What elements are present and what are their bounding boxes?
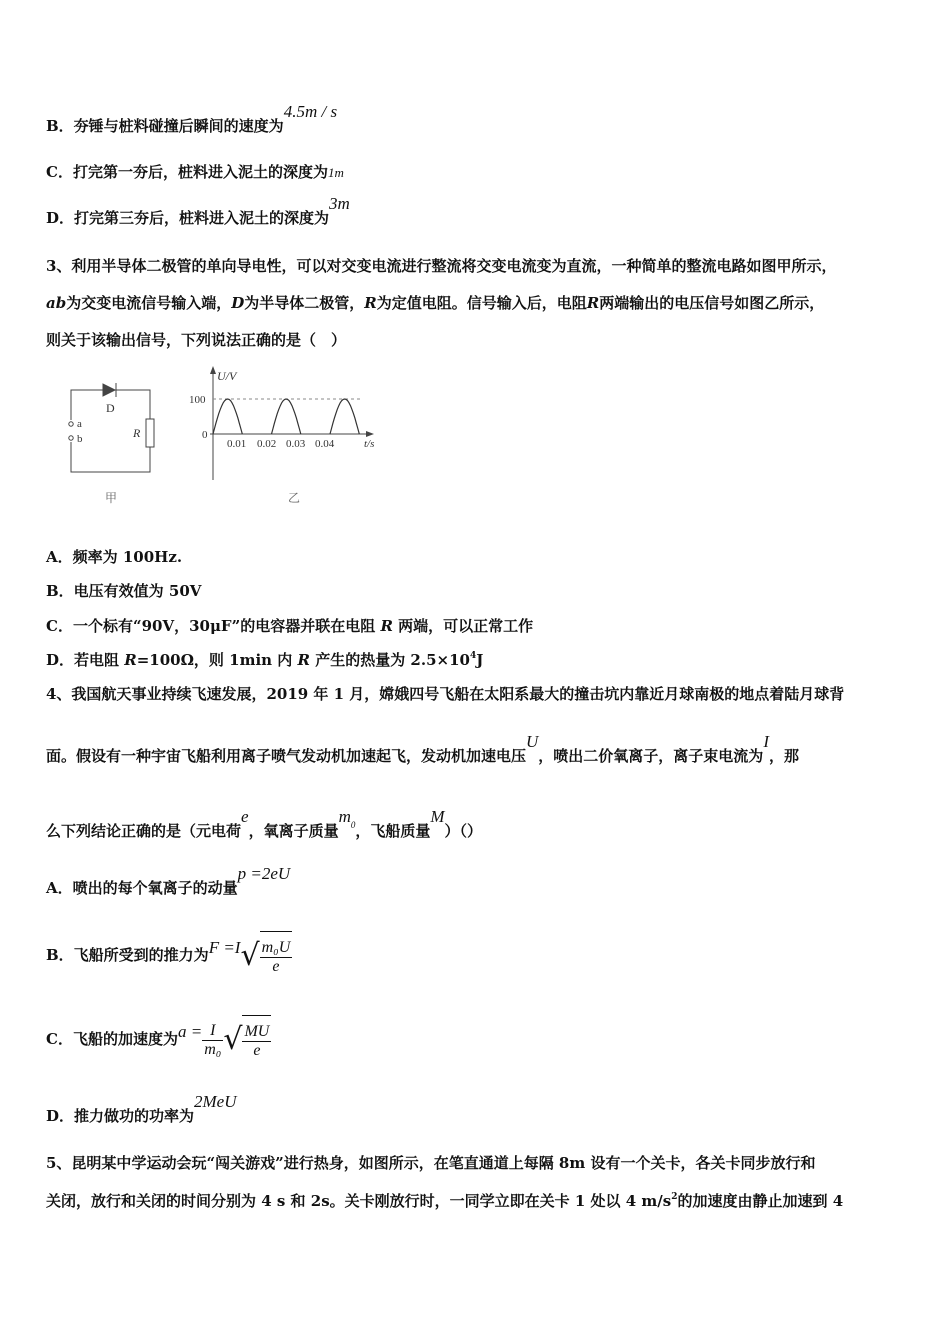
q3-option-c: C．一个标有“90V，30μF”的电容器并联在电阻 R 两端，可以正常工作 <box>46 617 534 635</box>
resistor-symbol <box>146 419 154 447</box>
voltage-graph <box>210 366 374 480</box>
q3-figure <box>55 362 395 512</box>
sqrt-formula: √ $\frac{MU}{e}$ <box>223 1015 271 1066</box>
formula: p =2eU <box>237 864 291 883</box>
q3-stem-line1: 3、利用半导体二极管的单向导电性，可以对交变电流进行整流将交变电流变为直流，一种简单的整流电路如图甲所示， <box>46 257 837 275</box>
formula: 4.5m / s <box>283 102 338 121</box>
q4-option-d: D．推力做功的功率为2MeU <box>46 1092 237 1125</box>
graph-x-tick: 0.03 <box>286 438 306 450</box>
fraction: $\frac{I}{\text{m₀}}$ <box>204 1021 222 1058</box>
q5-stem-line1: 5、昆明某中学运动会玩“闯关游戏”进行热身，如图所示，在笔直通道上每隔 8m 设有一个关卡，各关卡同步放行和 <box>46 1154 816 1172</box>
q4-stem-line1: 4、我国航天事业持续飞速发展，2019 年 1 月，嫦娥四号飞船在太阳系最大的撞击坑内靠近月球南极的地点着陆月球背 <box>46 685 845 703</box>
q4-stem-line2: 面。假设有一种宇宙飞船利用离子喷气发动机加速起飞，发动机加速电压U，喷出二价氧离子，离子束电流为I，那 <box>46 732 799 765</box>
q2-option-b: B．夯锤与桩料碰撞后瞬间的速度为4.5m / s <box>46 102 338 135</box>
terminal-b-label: b <box>77 433 83 445</box>
terminal-a-label: a <box>77 418 82 430</box>
graph-x-tick: 0.01 <box>227 438 247 450</box>
caption-yi: 乙 <box>288 491 301 505</box>
formula: 2MeU <box>194 1092 237 1111</box>
q3-option-b: B．电压有效值为 50V <box>46 582 202 600</box>
graph-origin: 0 <box>202 429 208 441</box>
q2-option-c: C．打完第一夯后，桩料进入泥土的深度为1m <box>46 163 344 181</box>
terminal-b-dot <box>69 436 73 440</box>
sqrt-formula: √ $\frac{\text{m₀U}}{e}$ <box>240 931 292 982</box>
q3-stem-line3: 则关于该输出信号，下列说法正确的是（ ） <box>46 331 347 349</box>
q3-option-a: A．频率为 100Hz. <box>46 548 183 566</box>
terminal-a-dot <box>69 422 73 426</box>
graph-x-tick: 0.04 <box>315 438 335 450</box>
q3-stem-line2: ab为交变电流信号输入端，D为半导体二极管，R为定值电阻。信号输入后，电阻R两端输出的电压信号如图乙所示， <box>46 294 825 312</box>
rectified-wave <box>213 399 359 434</box>
q4-option-a: A．喷出的每个氧离子的动量p =2eU <box>46 864 291 897</box>
q5-stem-line2: 关闭，放行和关闭的时间分别为 4 s 和 2s。关卡刚放行时，一同学立即在关卡 1 处以 4 $m/s^2$的加速度由静止加速到 4 <box>46 1192 844 1210</box>
resistor-label: R <box>133 426 141 440</box>
q4-option-c: C．飞船的加速度为a = $\frac{I}{\text{m₀}}$ √ $\frac{MU}{e}$ <box>46 1014 271 1064</box>
graph-x-tick: 0.02 <box>257 438 277 450</box>
diode-label: D <box>106 401 115 415</box>
q4-option-b: B．飞船所受到的推力为F =I √ $\frac{\text{m₀U}}{e}$ <box>46 930 292 980</box>
caption-jia: 甲 <box>105 491 118 505</box>
graph-xlabel: t/s <box>364 438 375 450</box>
graph-y-tick: 100 <box>189 394 206 406</box>
formula: 1m <box>327 165 344 180</box>
diode-symbol <box>103 383 116 397</box>
q4-stem-line3: 么下列结论正确的是（元电荷e，氧离子质量$m^0$，飞船质量M）（） <box>46 807 483 840</box>
q2-option-d: D．打完第三夯后，桩料进入泥土的深度为3m <box>46 194 350 227</box>
graph-ylabel: U/V <box>217 369 237 383</box>
q3-option-d: D．若电阻 R=100Ω，则 1min 内 R 产生的热量为 $2.5\times 10^4J$ <box>46 651 484 669</box>
formula: 3m <box>329 194 350 213</box>
